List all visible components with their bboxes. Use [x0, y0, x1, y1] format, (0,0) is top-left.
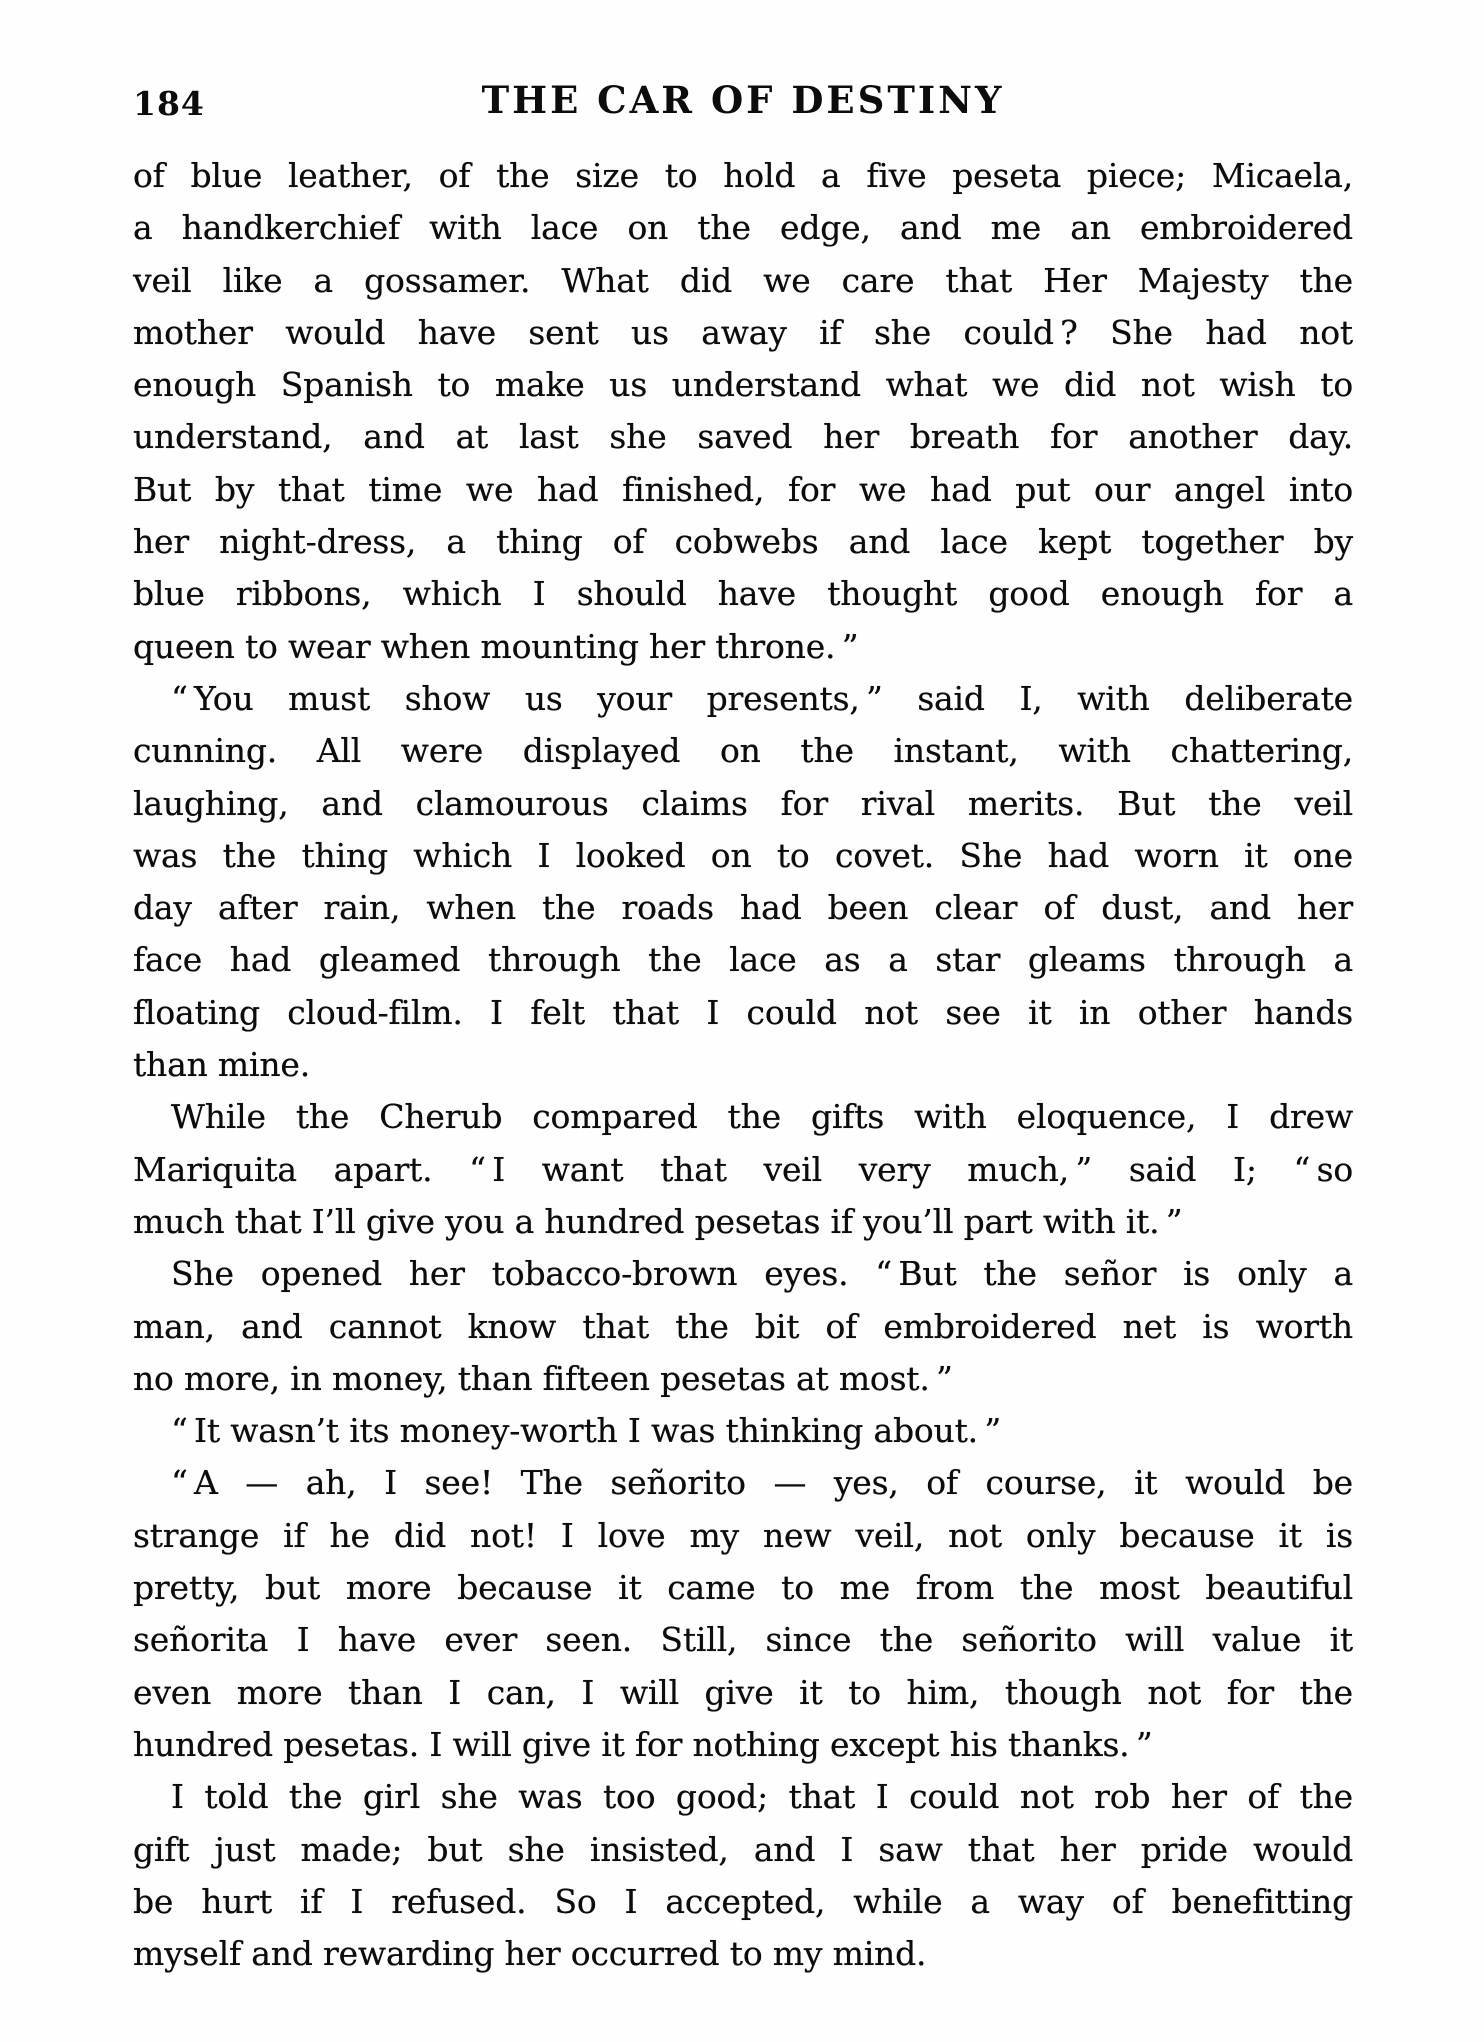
- text-line: her night-dress, a thing of cobwebs and lace kept together by: [133, 522, 1353, 562]
- text-line: even more than I can, I will give it to him, though not for the: [133, 1672, 1353, 1712]
- text-line: a handkerchief with lace on the edge, and me an embroidered: [133, 208, 1353, 248]
- text-line: “ It wasn’t its money-worth I was thinking about. ”: [171, 1411, 1002, 1451]
- body-text: [133, 150, 1353, 1980]
- text-line: cunning. All were displayed on the instant, with chattering,: [133, 731, 1353, 771]
- text-line: mother would have sent us away if she could ? She had not: [133, 312, 1353, 352]
- text-line: of blue leather, of the size to hold a five peseta piece; Micaela,: [133, 156, 1353, 195]
- text-line: Mariquita apart. “ I want that veil very much, ” said I; “ so: [133, 1149, 1353, 1189]
- text-line: While the Cherub compared the gifts with eloquence, I drew: [171, 1097, 1353, 1137]
- text-line: day after rain, when the roads had been clear of dust, and her: [133, 888, 1353, 928]
- text-line: She opened her tobacco-brown eyes. “ But the señor is only a: [171, 1254, 1353, 1294]
- text-line: hundred pesetas. I will give it for nothing except his thanks. ”: [133, 1724, 1153, 1764]
- text-line: myself and rewarding her occurred to my mind.: [133, 1934, 927, 1974]
- text-line: face had gleamed through the lace as a star gleams through a: [133, 940, 1353, 980]
- text-line: be hurt if I refused. So I accepted, while a way of benefitting: [133, 1881, 1353, 1921]
- text-line: veil like a gossamer. What did we care that Her Majesty the: [133, 260, 1353, 300]
- text-line: man, and cannot know that the bit of embroidered net is worth: [133, 1306, 1353, 1346]
- text-line: laughing, and clamourous claims for rival merits. But the veil: [133, 783, 1353, 823]
- text-line: blue ribbons, which I should have thought good enough for a: [133, 574, 1353, 614]
- page-number: 184: [133, 84, 205, 123]
- text-line: than mine.: [133, 1045, 311, 1085]
- running-header: THE CAR OF DESTINY: [481, 78, 1005, 122]
- text-line: understand, and at last she saved her breath for another day.: [133, 417, 1353, 457]
- text-line: strange if he did not! I love my new veil, not only because it is: [133, 1515, 1353, 1555]
- text-line: was the thing which I looked on to covet. She had worn it one: [133, 835, 1353, 875]
- text-line: gift just made; but she insisted, and I saw that her pride would: [133, 1829, 1353, 1869]
- text-line: I told the girl she was too good; that I could not rob her of the: [171, 1777, 1353, 1817]
- text-line: enough Spanish to make us understand what we did not wish to: [133, 365, 1353, 405]
- text-line: señorita I have ever seen. Still, since the señorito will value it: [133, 1620, 1353, 1660]
- text-line: floating cloud-film. I felt that I could not see it in other hands: [133, 992, 1353, 1032]
- text-line: much that I’ll give you a hundred pesetas if you’ll part with it. ”: [133, 1201, 1183, 1241]
- text-line: “ You must show us your presents, ” said I, with deliberate: [171, 678, 1353, 718]
- text-line: queen to wear when mounting her throne. ”: [133, 626, 859, 666]
- text-line: “ A — ah, I see! The señorito — yes, of course, it would be: [171, 1463, 1353, 1503]
- text-line: But by that time we had finished, for we had put our angel into: [133, 469, 1353, 509]
- text-line: pretty, but more because it came to me from the most beautiful: [133, 1568, 1353, 1608]
- text-line: no more, in money, than fifteen pesetas at most. ”: [133, 1358, 953, 1398]
